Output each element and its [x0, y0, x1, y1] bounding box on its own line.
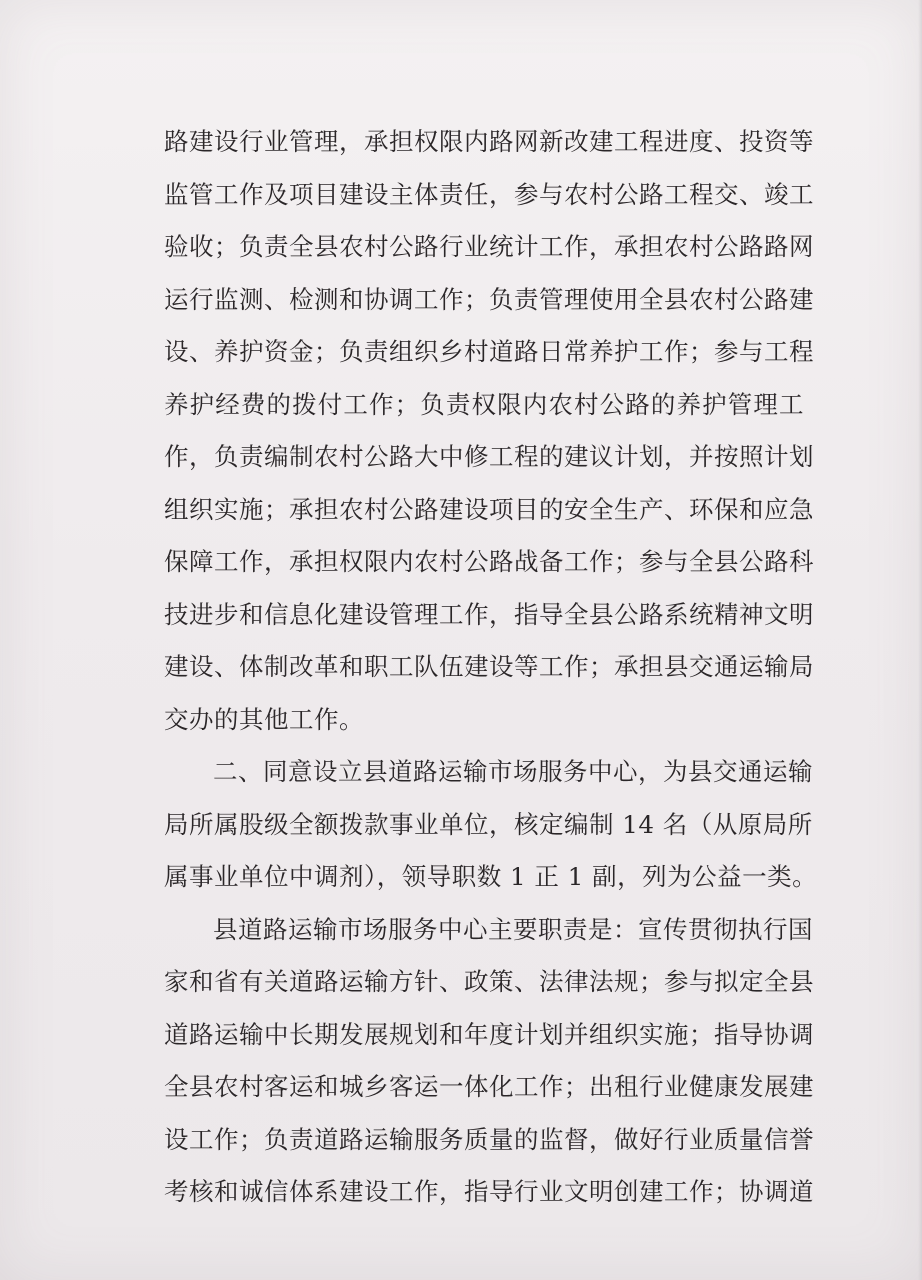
text-line: 全县农村客运和城乡客运一体化工作；出租行业健康发展建: [164, 1072, 814, 1101]
text-line: 养护经费的拨付工作；负责权限内农村公路的养护管理工: [164, 389, 804, 419]
text-line: 技进步和信息化建设管理工作，指导全县公路系统精神文明: [164, 599, 814, 629]
text-line: 监管工作及项目建设主体责任，参与农村公路工程交、竣工: [164, 179, 814, 209]
text-line: 组织实施；承担农村公路建设项目的安全生产、环保和应急: [164, 494, 814, 524]
page-edge-shadow: [918, 0, 922, 1280]
text-line: 路建设行业管理，承担权限内路网新改建工程进度、投资等: [164, 127, 814, 156]
text-line: 验收；负责全县农村公路行业统计工作，承担农村公路路网: [164, 232, 814, 261]
text-line: 设、养护资金；负责组织乡村道路日常养护工作；参与工程: [164, 337, 814, 366]
text-line: 保障工作，承担权限内农村公路战备工作；参与全县公路科: [164, 547, 814, 576]
paragraph-two-start: 二、同意设立县道路运输市场服务中心，为县交通运输: [213, 757, 813, 786]
paragraph-three-start: 县道路运输市场服务中心主要职责是：宣传贯彻执行国: [213, 914, 813, 944]
text-line: 建设、体制改革和职工队伍建设等工作；承担县交通运输局: [164, 652, 814, 681]
text-line: 设工作；负责道路运输服务质量的监督，做好行业质量信誉: [164, 1124, 814, 1154]
text-line: 属事业单位中调剂），领导职数 1 正 1 副，列为公益一类。: [164, 862, 818, 891]
document-body: [164, 122, 818, 1225]
text-line: 考核和诚信体系建设工作，指导行业文明创建工作；协调道: [164, 1177, 814, 1206]
text-line: 局所属股级全额拨款事业单位，核定编制 14 名（从原局所: [164, 809, 813, 839]
text-line: 运行监测、检测和协调工作；负责管理使用全县农村公路建: [164, 284, 814, 314]
text-line: 家和省有关道路运输方针、政策、法律法规；参与拟定全县: [164, 967, 814, 996]
text-line: 作，负责编制农村公路大中修工程的建议计划，并按照计划: [164, 442, 814, 471]
text-line: 道路运输中长期发展规划和年度计划并组织实施；指导协调: [164, 1019, 814, 1049]
text-line: 交办的其他工作。: [164, 704, 364, 734]
